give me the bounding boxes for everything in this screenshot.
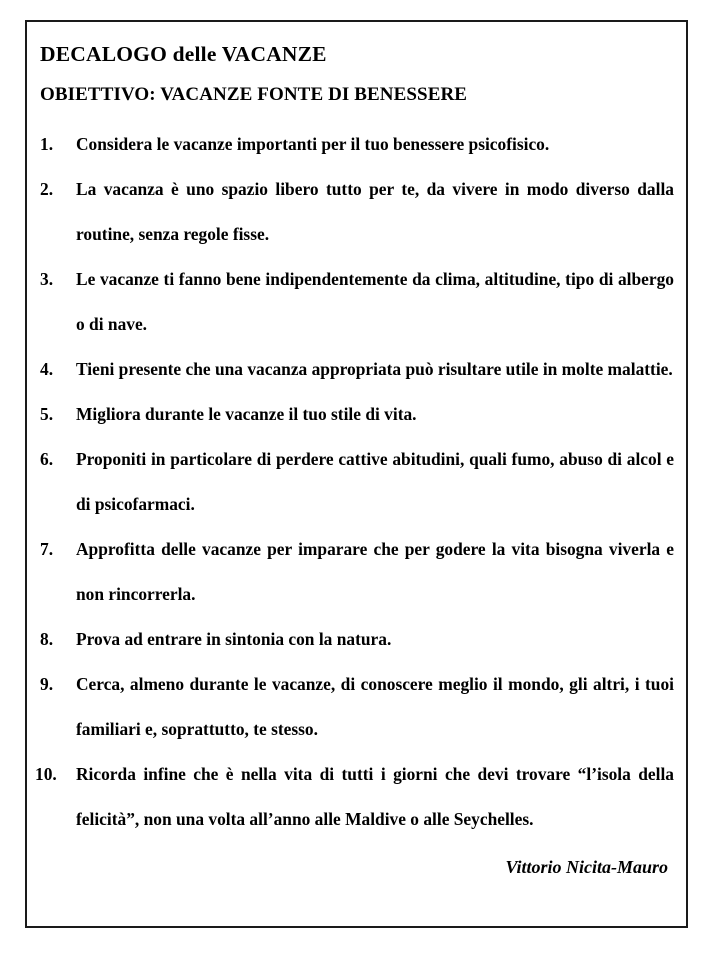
list-item-text: Ricorda infine che è nella vita di tutti i giorni che devi trovare “l’isola della felicità”, non una volta all’anno alle Maldive o alle Seychelles. — [76, 764, 674, 829]
list-item — [40, 392, 674, 437]
document-frame — [25, 20, 688, 928]
list-item-number: 9. — [40, 674, 54, 694]
list-item-number: 1. — [40, 134, 54, 154]
page-subtitle: OBIETTIVO: VACANZE FONTE DI BENESSERE — [40, 84, 468, 105]
list-item — [40, 617, 674, 662]
list-item-number: 2. — [40, 179, 54, 199]
list-item — [35, 752, 674, 842]
list-item-text: Considera le vacanze importanti per il tuo benessere psicofisico. — [76, 134, 550, 154]
list-item-number: 8. — [40, 629, 54, 649]
list-item — [40, 347, 674, 392]
list-item-number: 4. — [40, 359, 54, 379]
list-item-number: 7. — [40, 539, 54, 559]
list-item-text: Le vacanze ti fanno bene indipendentemente da clima, altitudine, tipo di albergo o di nave. — [76, 269, 674, 334]
list-item-text: Cerca, almeno durante le vacanze, di conoscere meglio il mondo, gli altri, i tuoi familiari e, soprattutto, te stesso. — [76, 674, 674, 739]
list-item-number: 5. — [40, 404, 54, 424]
list-item-text: La vacanza è uno spazio libero tutto per te, da vivere in modo diverso dalla routine, senza regole fisse. — [76, 179, 674, 244]
list-item-text: Approfitta delle vacanze per imparare che per godere la vita bisogna viverla e non rincorrerla. — [76, 539, 674, 604]
list-item — [40, 662, 674, 752]
list-item-number: 10. — [35, 764, 57, 784]
list-item-text: Tieni presente che una vacanza appropriata può risultare utile in molte malattie. — [76, 359, 673, 379]
list-item — [40, 437, 674, 527]
list-item-number: 3. — [40, 269, 54, 289]
list-item — [40, 167, 674, 257]
list-item-text: Migliora durante le vacanze il tuo stile di vita. — [76, 404, 417, 424]
list-item — [40, 257, 674, 347]
list-item-text: Proponiti in particolare di perdere cattive abitudini, quali fumo, abuso di alcol e di psicofarmaci. — [76, 449, 674, 514]
list-item — [40, 527, 674, 617]
page-title: DECALOGO delle VACANZE — [40, 42, 327, 66]
list-item-text: Prova ad entrare in sintonia con la natura. — [76, 629, 392, 649]
decalogue-list — [35, 122, 674, 842]
author-signature: Vittorio Nicita-Mauro — [505, 857, 668, 877]
list-item — [40, 122, 674, 167]
list-item-number: 6. — [40, 449, 54, 469]
document-content — [35, 34, 674, 882]
